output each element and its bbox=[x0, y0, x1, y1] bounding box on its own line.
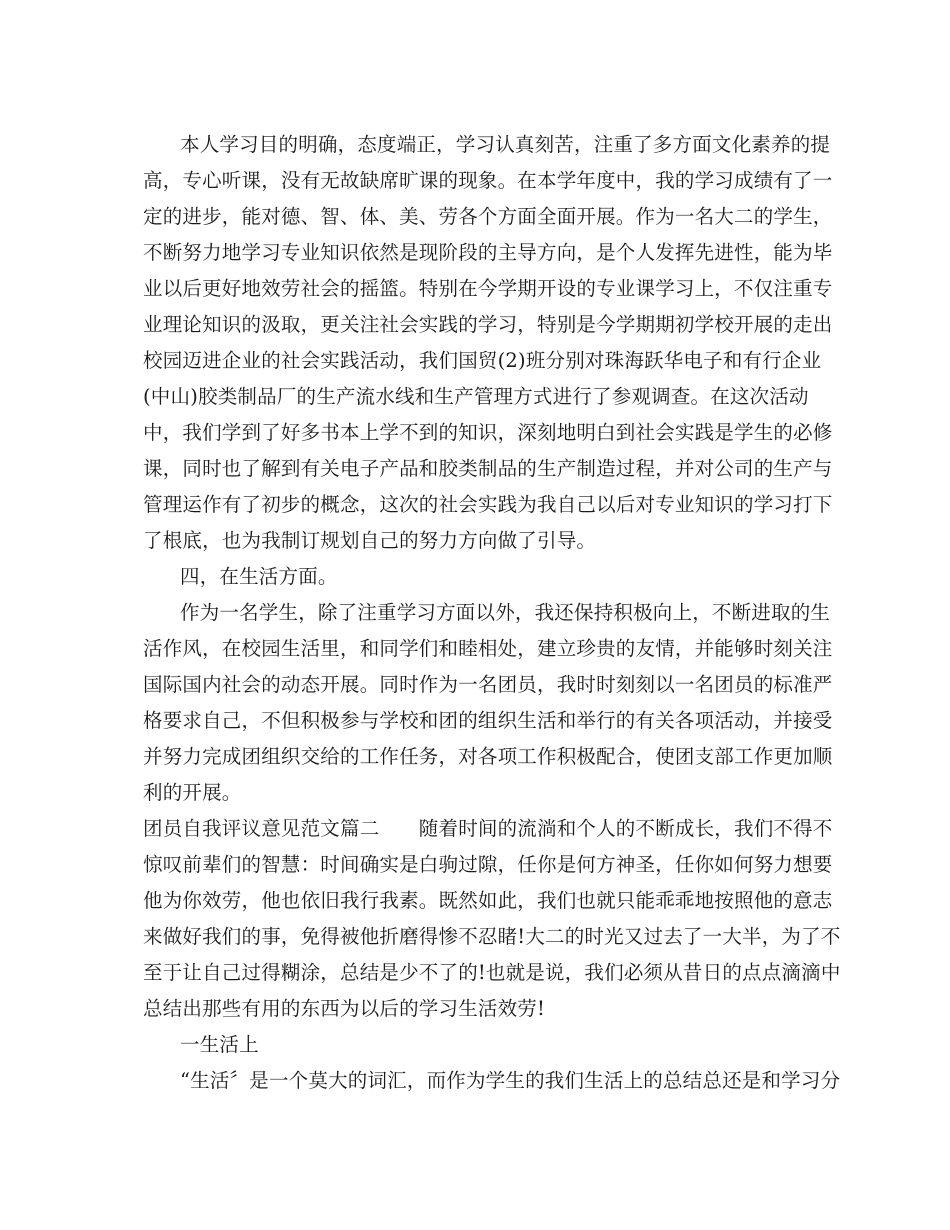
text-line: “生活〞是一个莫大的词汇，而作为学生的我们生活上的总结总还是和学习分 bbox=[180, 1069, 841, 1092]
text-line: 惊叹前辈们的智慧：时间确实是白驹过隙，任你是何方神圣，任你如何努力想要 bbox=[143, 853, 833, 876]
text-line: 活作风，在校园生活里，和同学们和睦相处，建立珍贵的友情，并能够时刻关注 bbox=[143, 637, 833, 660]
text-line: 本人学习目的明确，态度端正，学习认真刻苦，注重了多方面文化素养的提 bbox=[180, 133, 831, 156]
text-line: 格要求自己，不但积极参与学校和团的组织生活和举行的有关各项活动，并接受 bbox=[143, 709, 833, 732]
text-line: 至于让自己过得糊涂，总结是少不了的!也就是说，我们必须从昔日的点点滴滴中 bbox=[143, 961, 841, 984]
text-line: 课，同时也了解到有关电子产品和胶类制品的生产制造过程，并对公司的生产与 bbox=[143, 457, 833, 480]
text-line: 高，专心听课，没有无故缺席旷课的现象。在本学年度中，我的学习成绩有了一 bbox=[143, 169, 833, 192]
text-line: 来做好我们的事，免得被他折磨得惨不忍睹!大二的时光又过去了一大半，为了不 bbox=[143, 925, 841, 948]
text-line: 不断努力地学习专业知识依然是现阶段的主导方向，是个人发挥先进性，能为毕 bbox=[143, 241, 833, 264]
article-title-line: 团员自我评议意见范文篇二 随着时间的流淌和个人的不断成长，我们不得不 bbox=[143, 817, 833, 840]
text-line: 校园迈进企业的社会实践活动，我们国贸(2)班分别对珠海跃华电子和有行企业 bbox=[143, 349, 822, 372]
text-line: 国际国内社会的动态开展。同时作为一名团员，我时时刻刻以一名团员的标准严 bbox=[143, 673, 833, 696]
text-line: 业理论知识的汲取，更关注社会实践的学习，特别是今学期期初学校开展的走出 bbox=[143, 313, 833, 336]
text-line: 并努力完成团组织交给的工作任务，对各项工作积极配合，使团支部工作更加顺 bbox=[143, 745, 833, 768]
text-line: 作为一名学生，除了注重学习方面以外，我还保持积极向上，不断进取的生 bbox=[180, 601, 831, 624]
text-line: 了根底，也为我制订规划自己的努力方向做了引导。 bbox=[143, 529, 597, 552]
text-line: 管理运作有了初步的概念，这次的社会实践为我自己以后对专业知识的学习打下 bbox=[143, 493, 833, 516]
text-line: 他为你效劳，他也依旧我行我素。既然如此，我们也就只能乖乖地按照他的意志 bbox=[143, 889, 833, 912]
text-line: 总结出那些有用的东西为以后的学习生活效劳! bbox=[143, 997, 546, 1020]
text-line: 业以后更好地效劳社会的摇篮。特别在今学期开设的专业课学习上，不仅注重专 bbox=[143, 277, 833, 300]
section-heading: 四，在生活方面。 bbox=[180, 565, 338, 588]
text-line: 定的进步，能对德、智、体、美、劳各个方面全面开展。作为一名大二的学生， bbox=[143, 205, 833, 228]
text-line: 利的开展。 bbox=[143, 781, 242, 804]
text-line: 中，我们学到了好多书本上学不到的知识，深刻地明白到社会实践是学生的必修 bbox=[143, 421, 833, 444]
section-heading: 一生活上 bbox=[180, 1033, 259, 1056]
text-line: (中山)胶类制品厂的生产流水线和生产管理方式进行了参观调查。在这次活动 bbox=[143, 385, 809, 408]
